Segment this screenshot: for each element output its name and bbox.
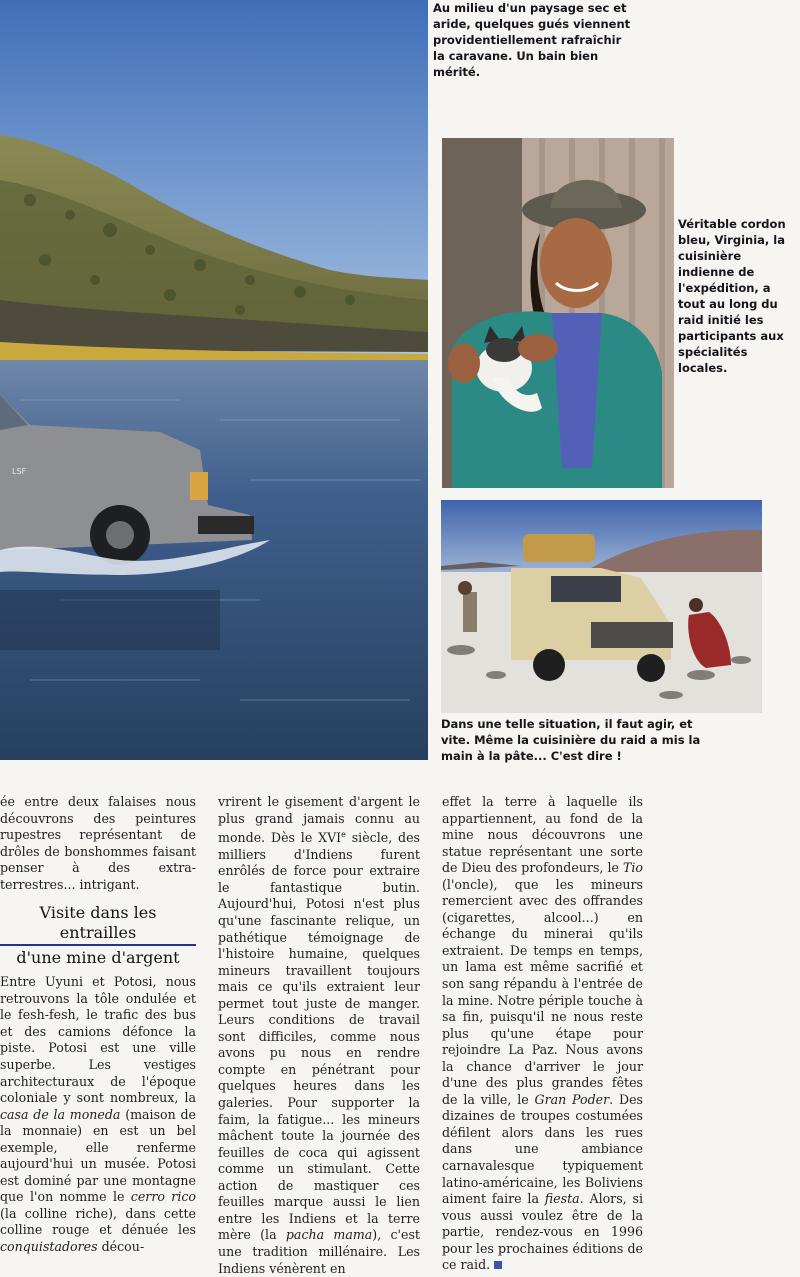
article-paragraph: vrirent le gisement d'argent le plus grand jamais connu au monde. Dès le XVIe siècle, des milliers d'Indiens furent enrôlés de force pour extraire le fantastique butin. Aujourd'hui, Potosi n'est plus qu'une fascinante relique, un pathétique témoignage de l'histoire humaine, quelques mineurs travaillent toujours mais ce qu'ils extraient leur permet tout juste de manger. Leurs conditions de travail sont difficiles, comme nous avons pu nous en rendre compte en pénétrant pour quelques heures dans les galeries. Pour supporter la faim, la fatigue... les mineurs mâchent toute la journée des feuilles de coca qui agissent comme un stimulant. Cette action de mastiquer ces feuilles marque aussi le lien entre les Indiens et la terre mère (la pacha mama), c'est une tradition millénaire. Les Indiens vénèrent en (218, 794, 420, 1276)
river-crossing-photo (0, 0, 428, 760)
article-paragraph: effet la terre à laquelle ils appartiennent, au fond de la mine nous découvrons une statue représentant une sorte de Dieu des profondeurs, le Tio (l'oncle), que les mineurs remercient avec des offrandes (cigarettes, alcool...) en échange du minerai qu'ils extraient. De temps en temps, un lama est même sacrifié et son sang répandu à l'entrée de la mine. Notre périple touche à sa fin, puisqu'il ne nous reste plus qu'une étape pour rejoindre La Paz. Nous avons la chance d'arriver le jour d'une des plus grandes fêtes de la ville, le Gran Poder. Des dizaines de troupes costumées défilent alors dans les rues dans une ambiance carnavalesque typiquement latino-américaine, les Boliviens aiment faire la fiesta. Alors, si vous aussi voulez être de la partie, rendez-vous en 1996 pour les prochaines éditions de ce raid. (442, 794, 643, 1273)
superscript: e (341, 830, 346, 840)
italic-term: fiesta (544, 1191, 580, 1207)
italic-term: casa de la moneda (0, 1106, 121, 1122)
heading-rule (0, 944, 196, 946)
article-column-1 (0, 794, 196, 1256)
section-heading-line-1: Visite dans les entrailles (39, 903, 157, 943)
section-heading (0, 903, 196, 968)
caption-salt-flat: Dans une telle situation, il faut agir, et vite. Même la cuisinière du raid a mis la main à la pâte... C'est dire ! (441, 717, 701, 763)
section-heading-line-2: d'une mine d'argent (16, 948, 180, 968)
caption-river: Au milieu d'un paysage sec et aride, quelques gués viennent providentiellement rafraîchir la caravane. Un bain bien mérité. (433, 1, 631, 79)
article-column-3 (442, 794, 643, 1274)
italic-term: pacha mama (285, 1227, 373, 1243)
italic-term: conquistadores (0, 1239, 98, 1255)
article-column-2 (218, 794, 420, 1277)
salt-flat-photo (441, 500, 762, 713)
italic-term: cerro rico (130, 1189, 196, 1205)
article-paragraph: Entre Uyuni et Potosi, nous retrouvons la tôle ondulée et le fesh-fesh, le trafic des bus et des camions défonce la piste. Potosi est une ville superbe. Les vestiges architecturaux de l'époque coloniale y sont nombreux, la casa de la moneda (maison de la monnaie) en est un bel exemple, elle renferme aujourd'hui un musée. Potosi est dominé par une montagne que l'on nomme le cerro rico (la colline riche), dans cette colline rouge et dénuée les conquistadores décou- (0, 974, 196, 1255)
vehicle-plate-text: LSF (12, 467, 27, 476)
article-paragraph: ée entre deux falaises nous découvrons des peintures rupestres représentant de drôles de bonshommes faisant penser à des extra-terrestres... intrigant. (0, 794, 196, 892)
caption-cook: Véritable cordon bleu, Virginia, la cuisinière indienne de l'expédition, a tout au long du raid initié les participants aux spécialités locales. (678, 217, 786, 375)
end-of-article-square-icon (494, 1261, 502, 1269)
italic-term: Tio (622, 860, 643, 876)
portrait-photo (442, 138, 674, 488)
italic-term: Gran Poder (534, 1091, 610, 1107)
